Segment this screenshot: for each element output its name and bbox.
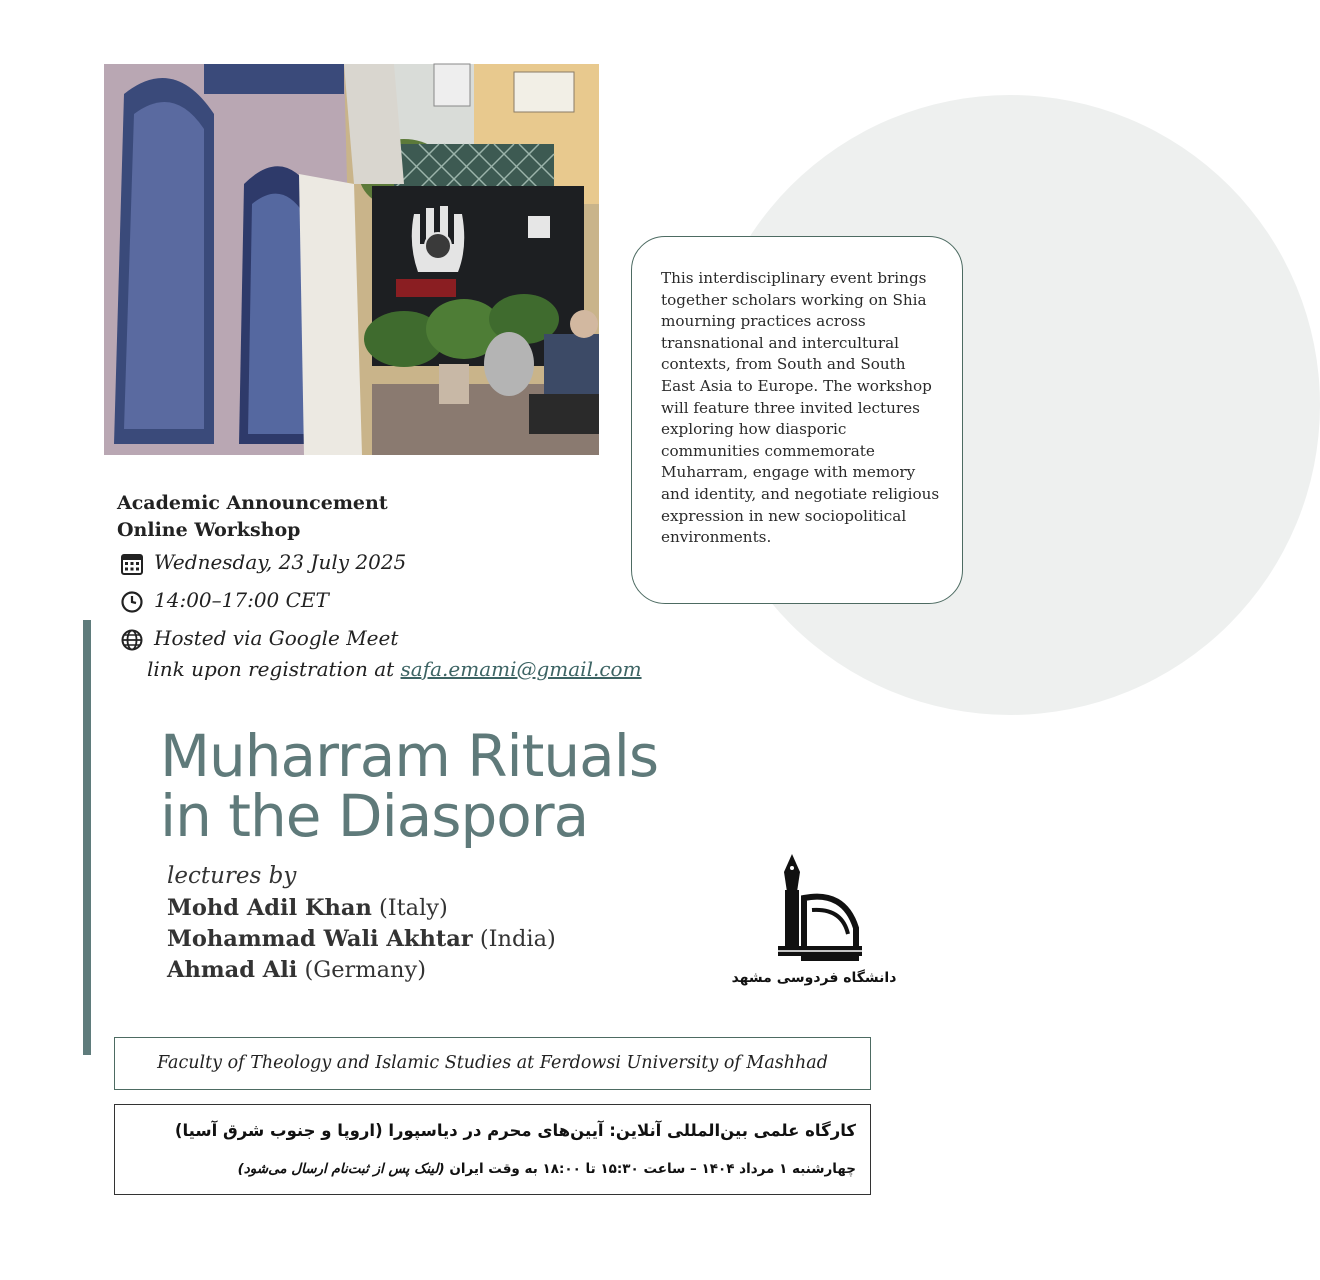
persian-title: کارگاه علمی بین‌المللی آنلاین: آیین‌های محرم در دیاسپورا (اروپا و جنوب شرق آسیا) — [174, 1121, 856, 1140]
time-text: 14:00–17:00 CET — [154, 588, 329, 612]
lecturer-country: (India) — [479, 926, 556, 952]
persian-schedule-main: چهارشنبه ۱ مرداد ۱۴۰۴ – ساعت ۱۵:۳۰ تا ۱۸:۰۰ به وقت ایران — [449, 1161, 856, 1177]
lectures-heading: lectures by — [167, 863, 297, 889]
title-line-1: Muharram Rituals — [160, 722, 659, 790]
announcement-line-2: Online Workshop — [117, 519, 301, 541]
persian-schedule — [129, 1153, 856, 1185]
lecturer-2 — [167, 926, 556, 952]
hosted-line — [120, 626, 398, 652]
registration-line — [147, 657, 642, 681]
time-line — [120, 588, 329, 614]
registration-prefix: link upon registration at — [147, 657, 395, 681]
persian-schedule-note: (لینک پس از ثبت‌نام ارسال می‌شود) — [237, 1161, 445, 1177]
persian-info-box — [114, 1104, 871, 1195]
logo-caption: دانشگاه فردوسی مشهد — [731, 970, 897, 986]
photo-courtyard-shrine — [104, 64, 599, 455]
lecturer-name: Ahmad Ali — [167, 957, 298, 983]
email-link[interactable]: safa.emami@gmail.com — [400, 657, 642, 681]
organizer-box — [114, 1037, 871, 1090]
calendar-icon — [120, 552, 144, 576]
organizer-text: Faculty of Theology and Islamic Studies at Ferdowsi University of Mashhad — [157, 1053, 828, 1073]
description-text: This interdisciplinary event brings together scholars working on Shia mourning practices across transnational and intercultural contexts, from South and South East Asia to Europe. The workshop will feature three invited lectures exploring how diasporic communities commemorate Muharram, engage with memory and identity, and negotiate religious expression in new sociopolitical environments. — [661, 269, 940, 547]
announcement-line-1: Academic Announcement — [117, 492, 388, 514]
clock-icon — [120, 590, 144, 614]
lecturer-name: Mohammad Wali Akhtar — [167, 926, 473, 952]
lecturer-country: (Italy) — [378, 895, 448, 921]
announcement-heading — [117, 490, 388, 544]
lecturer-3 — [167, 957, 426, 983]
university-logo — [731, 850, 897, 992]
lecturer-name: Mohd Adil Khan — [167, 895, 372, 921]
hosted-text: Hosted via Google Meet — [154, 626, 399, 650]
date-line — [120, 550, 406, 576]
description-box — [631, 236, 963, 604]
title-line-2: in the Diaspora — [160, 782, 589, 850]
globe-icon — [120, 628, 144, 652]
event-title — [160, 722, 659, 850]
lecturer-country: (Germany) — [304, 957, 427, 983]
accent-bar — [83, 620, 91, 1055]
date-text: Wednesday, 23 July 2025 — [154, 550, 407, 574]
lecturer-1 — [167, 895, 448, 921]
